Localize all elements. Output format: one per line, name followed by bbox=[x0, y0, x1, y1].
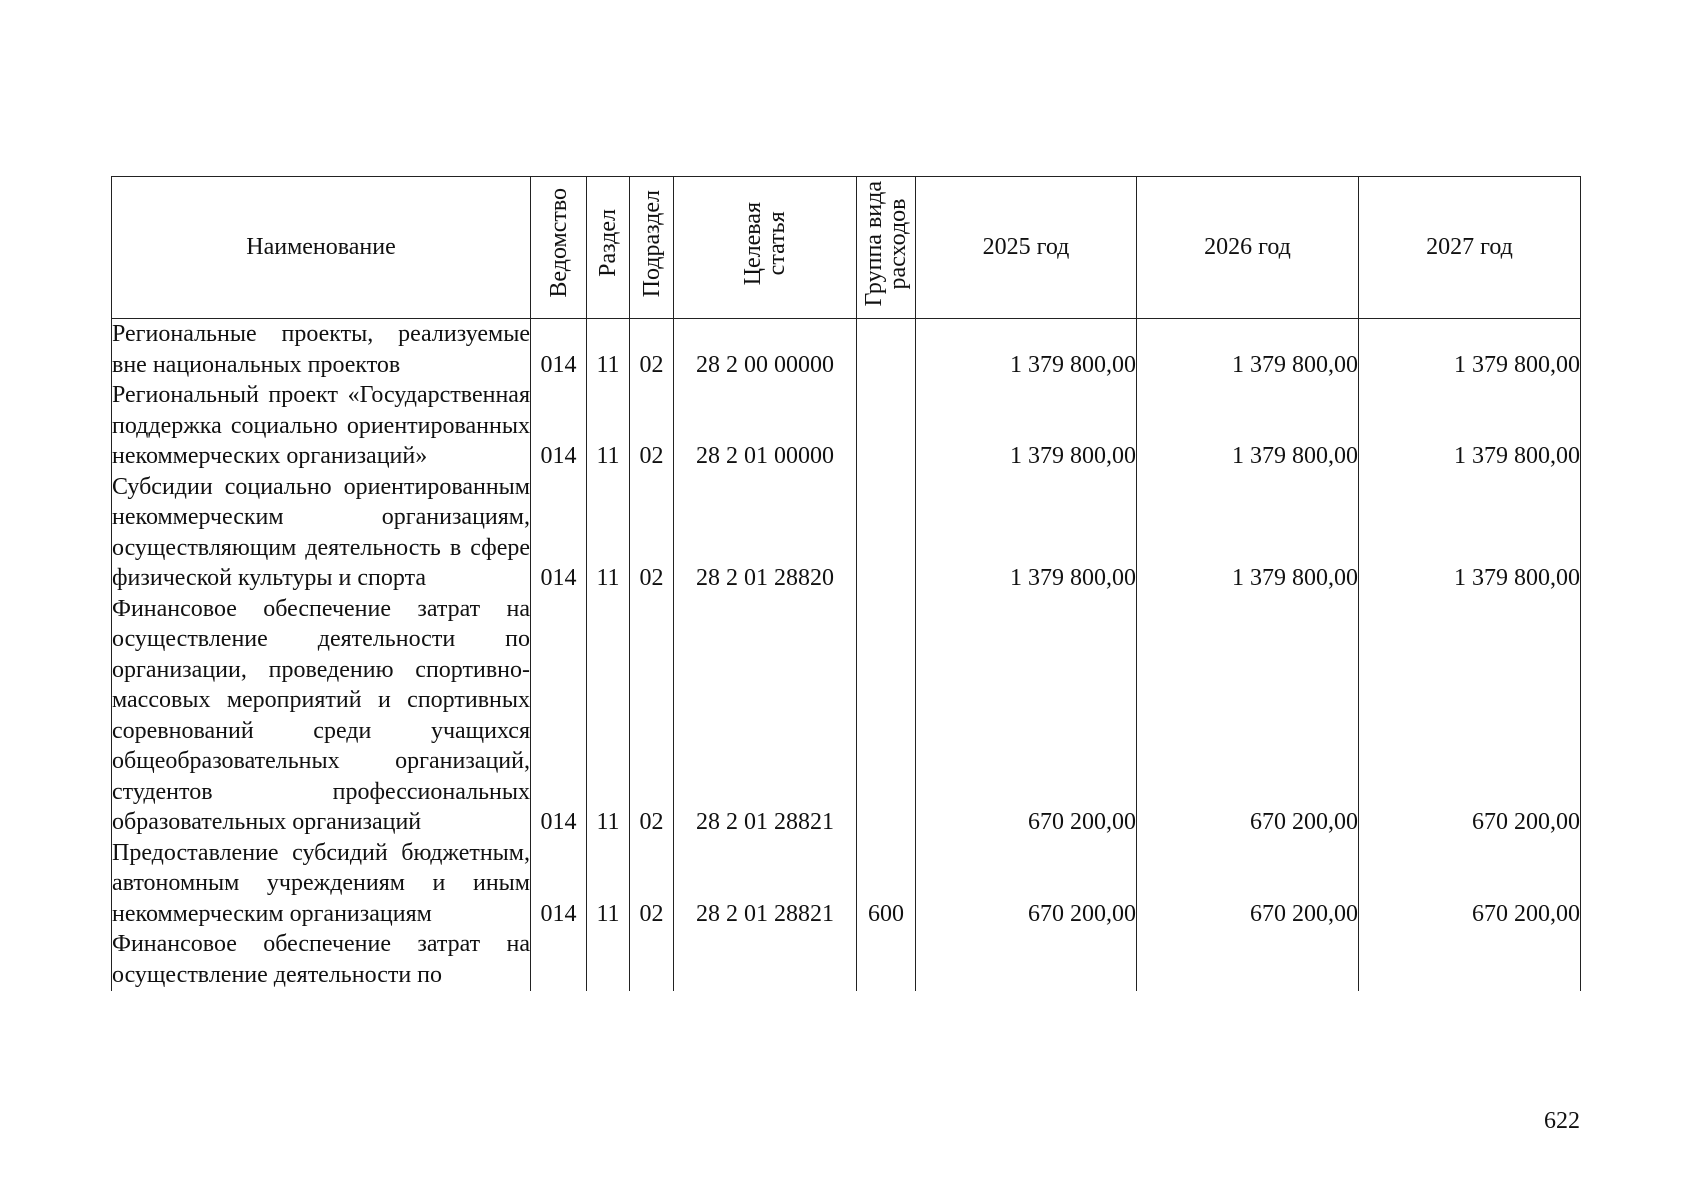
table-row bbox=[112, 319, 1581, 381]
row-amount-2027: 1 379 800,00 bbox=[1359, 380, 1581, 472]
row-target-article: 28 2 01 28821 bbox=[674, 594, 857, 838]
row-amount-2027: 670 200,00 bbox=[1359, 594, 1581, 838]
row-expense-group bbox=[857, 319, 916, 381]
page-number: 622 bbox=[1544, 1108, 1580, 1134]
table-row bbox=[112, 380, 1581, 472]
row-amount-2027: 1 379 800,00 bbox=[1359, 319, 1581, 381]
row-vedomstvo: 014 bbox=[531, 472, 587, 594]
row-vedomstvo: 014 bbox=[531, 594, 587, 838]
row-amount-2026: 670 200,00 bbox=[1137, 594, 1359, 838]
table-row bbox=[112, 838, 1581, 930]
row-name: Финансовое обеспечение затрат на осуществление деятельности по bbox=[112, 929, 531, 991]
header-year-2026: 2026 год bbox=[1137, 177, 1359, 319]
row-podrazdel bbox=[630, 929, 674, 991]
row-vedomstvo bbox=[531, 929, 587, 991]
row-amount-2025: 670 200,00 bbox=[916, 838, 1137, 930]
row-target-article: 28 2 01 00000 bbox=[674, 380, 857, 472]
row-name: Субсидии социально ориентированным некоммерческим организациям, осуществляющим деятельность в сфере физической культуры и спорта bbox=[112, 472, 531, 594]
row-amount-2026: 1 379 800,00 bbox=[1137, 472, 1359, 594]
row-target-article: 28 2 01 28821 bbox=[674, 838, 857, 930]
row-podrazdel: 02 bbox=[630, 594, 674, 838]
row-amount-2026 bbox=[1137, 929, 1359, 991]
row-name: Региональный проект «Государственная поддержка социально ориентированных некоммерческих организаций» bbox=[112, 380, 531, 472]
row-razdel bbox=[587, 929, 630, 991]
row-amount-2027: 670 200,00 bbox=[1359, 838, 1581, 930]
table-row bbox=[112, 929, 1581, 991]
row-razdel: 11 bbox=[587, 319, 630, 381]
row-razdel: 11 bbox=[587, 594, 630, 838]
row-expense-group bbox=[857, 472, 916, 594]
row-amount-2027: 1 379 800,00 bbox=[1359, 472, 1581, 594]
row-target-article bbox=[674, 929, 857, 991]
row-amount-2025: 1 379 800,00 bbox=[916, 319, 1137, 381]
row-target-article: 28 2 00 00000 bbox=[674, 319, 857, 381]
row-expense-group: 600 bbox=[857, 838, 916, 930]
row-target-article: 28 2 01 28820 bbox=[674, 472, 857, 594]
row-expense-group bbox=[857, 929, 916, 991]
header-podrazdel: Подраздел bbox=[630, 177, 674, 319]
row-podrazdel: 02 bbox=[630, 319, 674, 381]
row-vedomstvo: 014 bbox=[531, 319, 587, 381]
row-amount-2026: 670 200,00 bbox=[1137, 838, 1359, 930]
row-amount-2025 bbox=[916, 929, 1137, 991]
header-vedomstvo: Ведомство bbox=[531, 177, 587, 319]
header-target-article: Целевая статья bbox=[674, 177, 857, 319]
row-podrazdel: 02 bbox=[630, 380, 674, 472]
row-razdel: 11 bbox=[587, 380, 630, 472]
header-year-2025: 2025 год bbox=[916, 177, 1137, 319]
row-name: Региональные проекты, реализуемые вне национальных проектов bbox=[112, 319, 531, 381]
row-vedomstvo: 014 bbox=[531, 380, 587, 472]
row-expense-group bbox=[857, 594, 916, 838]
table-row bbox=[112, 472, 1581, 594]
row-razdel: 11 bbox=[587, 472, 630, 594]
budget-table bbox=[111, 176, 1581, 991]
row-name: Предоставление субсидий бюджетным, автономным учреждениям и иным некоммерческим организациям bbox=[112, 838, 531, 930]
header-razdel: Раздел bbox=[587, 177, 630, 319]
row-razdel: 11 bbox=[587, 838, 630, 930]
table-header-row bbox=[112, 177, 1581, 319]
row-expense-group bbox=[857, 380, 916, 472]
header-expense-group: Группа вида расходов bbox=[857, 177, 916, 319]
table-row bbox=[112, 594, 1581, 838]
row-amount-2026: 1 379 800,00 bbox=[1137, 380, 1359, 472]
row-name: Финансовое обеспечение затрат на осуществление деятельности по организации, проведению спортивно-массовых мероприятий и спортивных соревнований среди учащихся общеобразовательных организаций, студентов профессиональных образовательных организаций bbox=[112, 594, 531, 838]
row-amount-2025: 670 200,00 bbox=[916, 594, 1137, 838]
row-amount-2025: 1 379 800,00 bbox=[916, 472, 1137, 594]
row-amount-2027 bbox=[1359, 929, 1581, 991]
row-amount-2026: 1 379 800,00 bbox=[1137, 319, 1359, 381]
row-amount-2025: 1 379 800,00 bbox=[916, 380, 1137, 472]
row-vedomstvo: 014 bbox=[531, 838, 587, 930]
row-podrazdel: 02 bbox=[630, 838, 674, 930]
header-year-2027: 2027 год bbox=[1359, 177, 1581, 319]
header-name: Наименование bbox=[112, 177, 531, 319]
row-podrazdel: 02 bbox=[630, 472, 674, 594]
